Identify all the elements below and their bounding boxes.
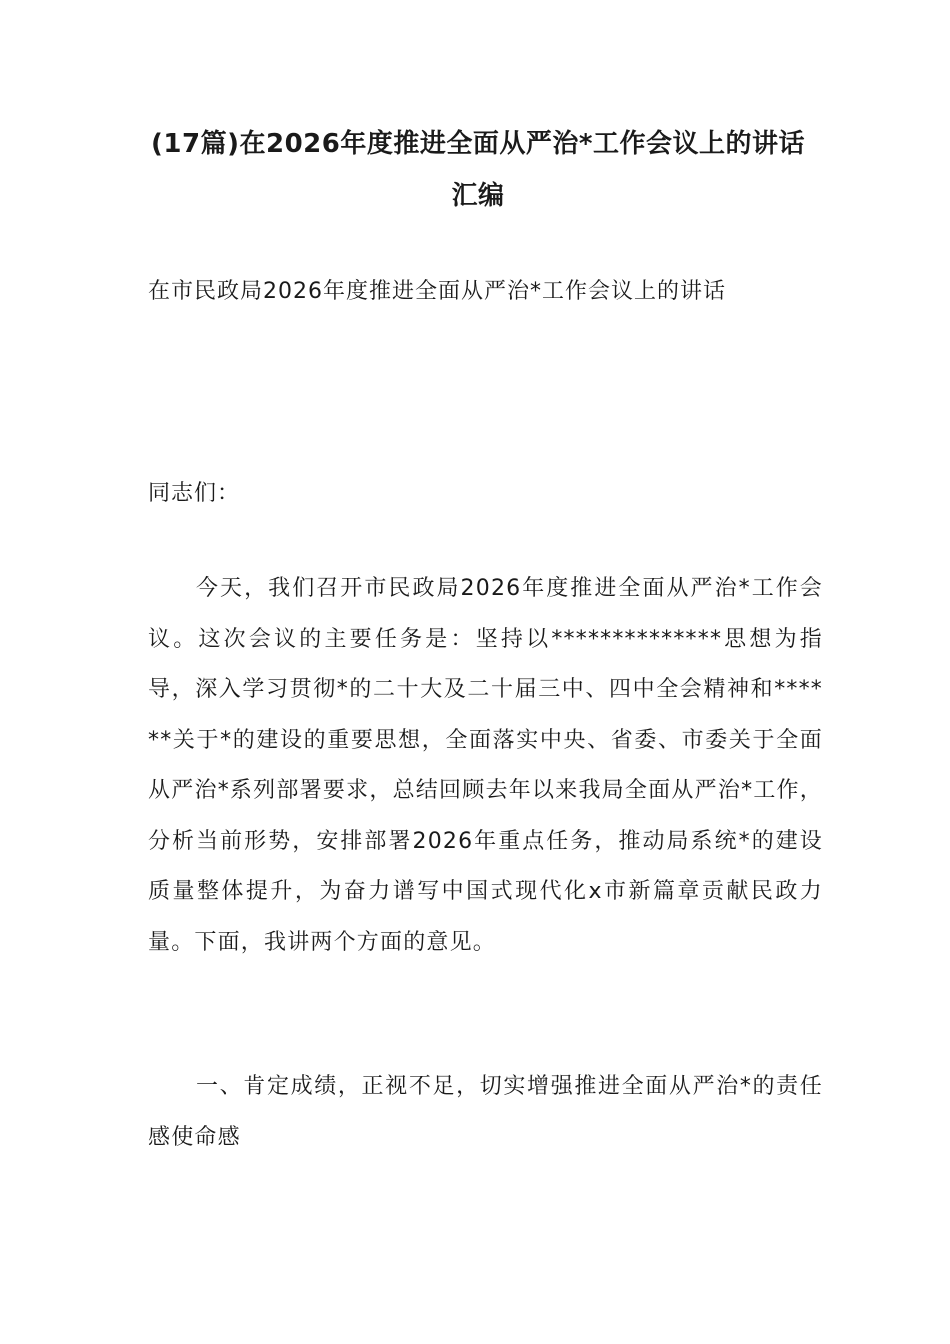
- body-paragraph-intro: 今天，我们召开市民政局2026年度推进全面从严治*工作会议。这次会议的主要任务是：坚持以**************思想为指导，深入学习贯彻*的二十大及二十届三中、四中全会精神和******关于*的建设的重要思想，全面落实中央、省委、市委关于全面从严治*系列部署要求，总结回顾去年以来我局全面从严治*工作，分析当前形势，安排部署2026年重点任务，推动局系统*的建设质量整体提升，为奋力谱写中国式现代化x市新篇章贡献民政力量。下面，我讲两个方面的意见。: [148, 576, 823, 955]
- document-title: (17篇)在2026年度推进全面从严治*工作会议上的讲话汇编: [151, 129, 805, 211]
- salutation: 同志们：: [148, 481, 241, 506]
- section-heading-one: 一、肯定成绩，正视不足，切实增强推进全面从严治*的责任感使命感: [148, 1074, 823, 1150]
- speech-subtitle: 在市民政局2026年度推进全面从严治*工作会议上的讲话: [148, 279, 726, 304]
